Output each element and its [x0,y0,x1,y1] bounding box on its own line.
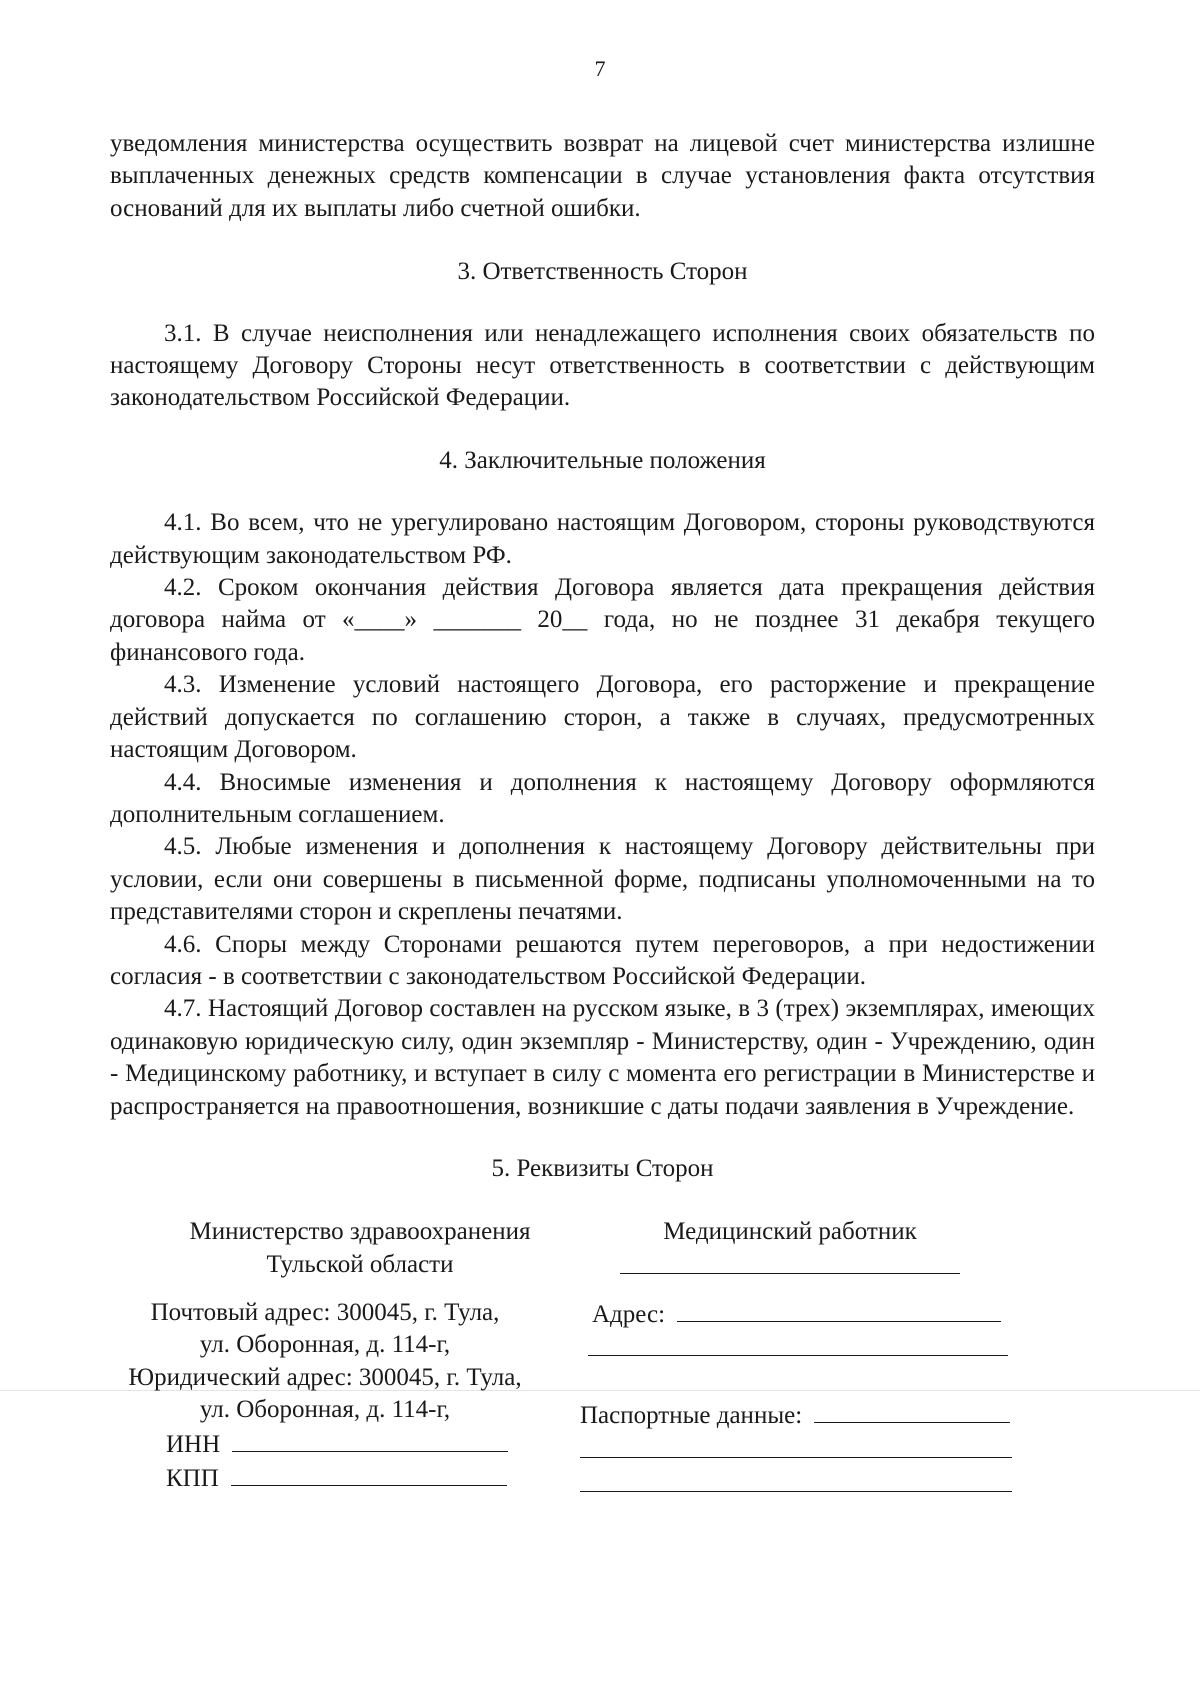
section-3-heading: 3. Ответственность Сторон [457,257,748,285]
clause-4-3: 4.3. Изменение условий настоящего Договора, его расторжение и прекращение действий допускается по соглашению сторон, а также в случаях, предусмотренных настоящим Договором. [110,671,1095,764]
medical-worker-requisites [580,1297,1020,1501]
page-number: 7 [594,56,606,81]
address-row [580,1297,1020,1331]
address-field[interactable] [677,1297,1001,1322]
medical-worker-name-field[interactable] [590,1249,990,1283]
postal-address-line-1: Почтовый адрес: 300045, г. Тула, [150,1299,500,1326]
postal-address-line-2: ул. Оборонная, д. 114-г, [199,1331,451,1359]
clause-4-1: 4.1. Во всем, что не урегулировано настоящим Договором, стороны руководствуются действующим законодательством РФ. [110,509,1095,569]
clause-4-4: 4.4. Вносимые изменения и дополнения к настоящему Договору оформляются дополнительным соглашением. [110,768,1095,828]
clause-4-5: 4.5. Любые изменения и дополнения к настоящему Договору действительны при условии, если они совершены в письменной форме, подписаны уполномоченными на то представителями сторон и скреплены печатями. [110,833,1095,926]
legal-address-line-1: Юридический адрес: 300045, г. Тула, [128,1363,522,1391]
kpp-label: КПП [166,1465,219,1493]
medical-worker-title: Медицинский работник [663,1218,917,1246]
ministry-name-line-1: Министерство здравоохранения [189,1218,531,1246]
passport-field[interactable] [814,1398,1010,1423]
document-body [110,128,1095,1281]
clause-4-6: 4.6. Споры между Сторонами решаются путем переговоров, а при недостижении согласия - в соответствии с законодательством Российской Федерации. [110,930,1095,990]
legal-address-line-2: ул. Оборонная, д. 114-г, [199,1396,451,1424]
passport-row [580,1398,1020,1432]
passport-row-2 [580,1433,1020,1467]
ministry-name-line-2: Тульской области [266,1250,454,1278]
kpp-field[interactable] [231,1461,507,1486]
passport-label: Паспортные данные: [580,1402,803,1430]
inn-label: ИНН [166,1430,221,1458]
inn-row [110,1427,540,1461]
clause-4-7: 4.7. Настоящий Договор составлен на русском языке, в 3 (трех) экземплярах, имеющих одинаковую юридическую силу, один экземпляр - Министерству, один - Учреждению, один - Медицинскому работнику, и вступает в силу с момента его регистрации в Министерстве и распространяется на правоотношения, возникшие с даты подачи заявления в Учреждение. [110,995,1095,1120]
section-5-heading: 5. Реквизиты Сторон [491,1155,714,1183]
passport-field-3[interactable] [580,1467,1012,1492]
medical-worker-block [590,1216,990,1283]
intro-paragraph: уведомления министерства осуществить возврат на лицевой счет министерства излишне выплаченных денежных средств компенсации в случае установления факта отсутствия оснований для их выплаты либо счетной ошибки. [110,130,1095,222]
clause-3-1: 3.1. В случае неисполнения или ненадлежащего исполнения своих обязательств по настоящему Договору Стороны несут ответственность в соответствии с действующим законодательством Российской Федерации. [110,319,1095,412]
inn-field[interactable] [232,1427,508,1452]
passport-field-2[interactable] [580,1433,1012,1458]
section-4-heading: 4. Заключительные положения [439,447,766,475]
ministry-name [110,1216,610,1281]
spacer [580,1366,1020,1398]
kpp-row [110,1461,540,1495]
passport-row-3 [580,1467,1020,1501]
address-label: Адрес: [592,1301,666,1328]
address-field-2[interactable] [588,1331,1008,1356]
parties-header [110,1216,1095,1281]
clause-4-2: 4.2. Сроком окончания действия Договора является дата прекращения действия договора найма от «____» _______ 20__ года, но не позднее 31 декабря текущего финансового года. [110,574,1095,666]
ministry-requisites [110,1297,540,1495]
address-row-2 [580,1331,1020,1365]
